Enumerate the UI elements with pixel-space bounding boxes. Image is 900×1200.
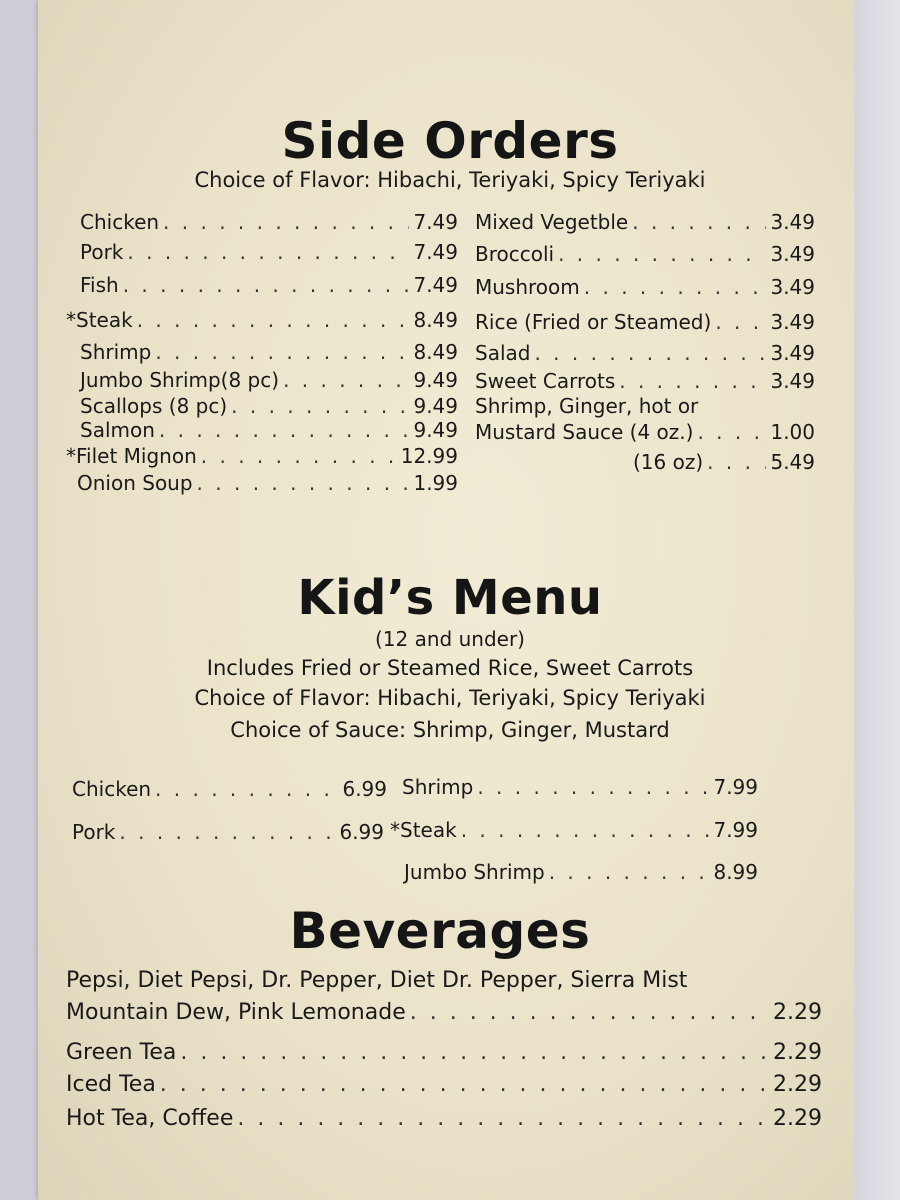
item-name: Mustard Sauce (4 oz.) bbox=[475, 420, 694, 444]
dot-leader bbox=[197, 471, 410, 495]
dot-leader bbox=[159, 418, 410, 442]
menu-item bbox=[66, 1072, 822, 1097]
menu-item bbox=[633, 450, 815, 474]
item-price: 8.49 bbox=[413, 308, 458, 332]
dot-leader bbox=[137, 308, 410, 332]
kids-menu-sauce: Choice of Sauce: Shrimp, Ginger, Mustard bbox=[230, 718, 670, 742]
dot-leader bbox=[558, 242, 766, 266]
dot-leader bbox=[201, 444, 397, 468]
item-price: 3.49 bbox=[770, 275, 815, 299]
item-price: 3.49 bbox=[770, 341, 815, 365]
item-price: 9.49 bbox=[413, 368, 458, 392]
dot-leader bbox=[619, 369, 766, 393]
item-price: 2.29 bbox=[773, 1072, 822, 1097]
item-name: Mixed Vegetble bbox=[475, 210, 629, 234]
item-name: Chicken bbox=[72, 777, 152, 801]
item-name: Shrimp bbox=[80, 340, 152, 364]
item-price: 7.99 bbox=[713, 818, 758, 842]
menu-item bbox=[80, 368, 458, 392]
dot-leader bbox=[237, 1106, 769, 1131]
dot-leader bbox=[163, 210, 409, 234]
item-price: 12.99 bbox=[400, 444, 458, 468]
dot-leader bbox=[123, 273, 410, 297]
menu-item bbox=[80, 273, 458, 297]
dot-leader bbox=[632, 210, 766, 234]
item-name: (16 oz) bbox=[633, 450, 704, 474]
dot-leader bbox=[534, 341, 766, 365]
menu-item bbox=[475, 210, 815, 234]
dot-leader bbox=[410, 1000, 769, 1025]
item-name: *Filet Mignon bbox=[66, 444, 197, 468]
item-price: 3.49 bbox=[770, 369, 815, 393]
menu-item bbox=[66, 444, 458, 468]
menu-item bbox=[404, 860, 758, 884]
item-name: Pork bbox=[72, 820, 116, 844]
menu-item bbox=[66, 1040, 822, 1065]
item-name: Hot Tea, Coffee bbox=[66, 1106, 234, 1131]
menu-item bbox=[66, 308, 458, 332]
menu-item bbox=[80, 394, 458, 418]
dot-leader bbox=[119, 820, 335, 844]
item-name: Chicken bbox=[80, 210, 160, 234]
item-price: 8.49 bbox=[413, 340, 458, 364]
dot-leader bbox=[155, 777, 338, 801]
dot-leader bbox=[160, 1072, 769, 1097]
item-name: Rice (Fried or Steamed) bbox=[475, 310, 712, 334]
item-name: Pork bbox=[80, 240, 124, 264]
menu-item bbox=[475, 420, 815, 444]
item-name: *Steak bbox=[66, 308, 133, 332]
item-name: Shrimp bbox=[402, 775, 474, 799]
item-price: 7.49 bbox=[413, 240, 458, 264]
menu-item bbox=[66, 1106, 822, 1131]
item-price: 2.29 bbox=[773, 1106, 822, 1131]
item-price: 3.49 bbox=[770, 310, 815, 334]
item-name: Scallops (8 pc) bbox=[80, 394, 228, 418]
menu-item bbox=[80, 418, 458, 442]
dot-leader bbox=[231, 394, 409, 418]
item-name: *Steak bbox=[390, 818, 457, 842]
dot-leader bbox=[180, 1040, 769, 1065]
beverages-title: Beverages bbox=[289, 902, 591, 960]
kids-menu-flavor: Choice of Flavor: Hibachi, Teriyaki, Spicy Teriyaki bbox=[194, 686, 706, 710]
menu-item bbox=[475, 242, 815, 266]
kids-menu-title: Kid’s Menu bbox=[297, 570, 603, 626]
item-price: 3.49 bbox=[770, 210, 815, 234]
menu-item bbox=[390, 818, 758, 842]
item-price: 3.49 bbox=[770, 242, 815, 266]
item-name: Jumbo Shrimp(8 pc) bbox=[80, 368, 280, 392]
menu-item bbox=[80, 340, 458, 364]
dot-leader bbox=[127, 240, 409, 264]
item-price: 7.49 bbox=[413, 273, 458, 297]
item-price: 8.99 bbox=[713, 860, 758, 884]
dot-leader bbox=[283, 368, 409, 392]
menu-item bbox=[402, 775, 758, 799]
menu-item bbox=[475, 310, 815, 334]
item-price: 5.49 bbox=[770, 450, 815, 474]
item-price: 7.49 bbox=[413, 210, 458, 234]
menu-item bbox=[72, 777, 387, 801]
item-name: Mountain Dew, Pink Lemonade bbox=[66, 1000, 406, 1025]
item-price: 9.49 bbox=[413, 418, 458, 442]
menu-item bbox=[66, 1000, 822, 1025]
item-price: 6.99 bbox=[342, 777, 387, 801]
item-price: 2.29 bbox=[773, 1000, 822, 1025]
side-orders-subtitle: Choice of Flavor: Hibachi, Teriyaki, Spicy Teriyaki bbox=[194, 168, 706, 192]
menu-item bbox=[475, 369, 815, 393]
menu-item bbox=[475, 341, 815, 365]
kids-menu-includes: Includes Fried or Steamed Rice, Sweet Carrots bbox=[206, 656, 694, 680]
dot-leader bbox=[461, 818, 710, 842]
item-name: Onion Soup bbox=[77, 471, 193, 495]
item-name: Salmon bbox=[80, 418, 155, 442]
menu-item bbox=[80, 210, 458, 234]
item-name: Salad bbox=[475, 341, 531, 365]
item-name: Iced Tea bbox=[66, 1072, 156, 1097]
dot-leader bbox=[715, 310, 766, 334]
dot-leader bbox=[477, 775, 709, 799]
menu-item bbox=[77, 471, 458, 495]
item-price: 1.00 bbox=[770, 420, 815, 444]
menu-item bbox=[80, 240, 458, 264]
menu-item bbox=[475, 275, 815, 299]
item-price: 6.99 bbox=[339, 820, 384, 844]
dot-leader bbox=[155, 340, 409, 364]
side-orders-title: Side Orders bbox=[281, 112, 619, 170]
item-name: Sweet Carrots bbox=[475, 369, 616, 393]
item-name: Broccoli bbox=[475, 242, 555, 266]
item-price: 9.49 bbox=[413, 394, 458, 418]
item-name: Green Tea bbox=[66, 1040, 177, 1065]
sauce-line: Shrimp, Ginger, hot or bbox=[475, 394, 699, 418]
menu-item bbox=[72, 820, 384, 844]
dot-leader bbox=[549, 860, 710, 884]
kids-menu-age-note: (12 and under) bbox=[375, 627, 525, 651]
dot-leader bbox=[707, 450, 766, 474]
item-price: 2.29 bbox=[773, 1040, 822, 1065]
beverage-list-line: Pepsi, Diet Pepsi, Dr. Pepper, Diet Dr. Pepper, Sierra Mist bbox=[66, 968, 688, 993]
item-price: 7.99 bbox=[713, 775, 758, 799]
item-name: Jumbo Shrimp bbox=[404, 860, 545, 884]
dot-leader bbox=[584, 275, 767, 299]
dot-leader bbox=[697, 420, 766, 444]
item-name: Fish bbox=[80, 273, 119, 297]
item-price: 1.99 bbox=[413, 471, 458, 495]
item-name: Mushroom bbox=[475, 275, 580, 299]
